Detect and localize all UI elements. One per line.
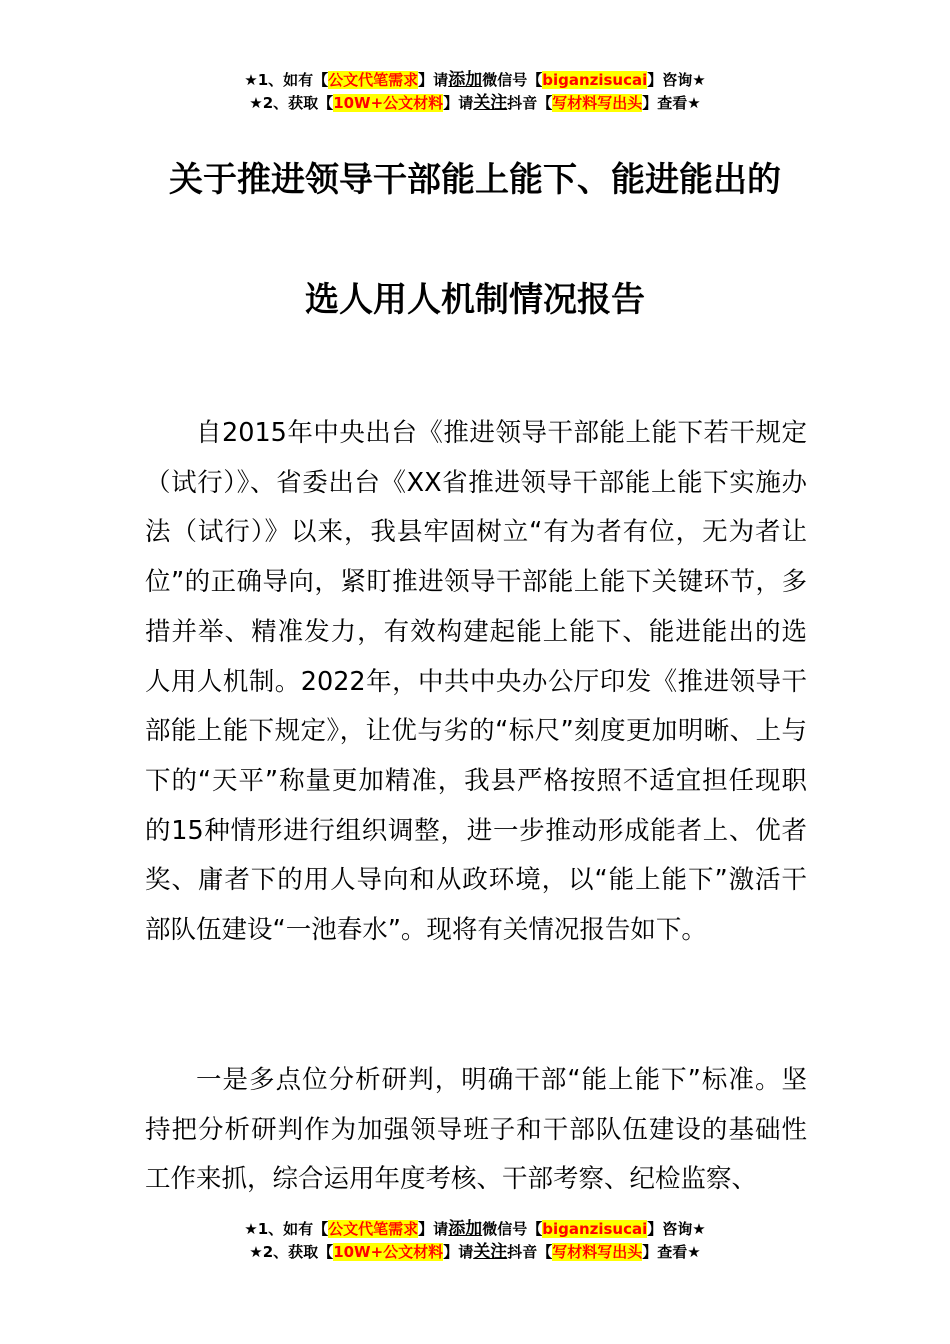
banner-highlight: 公文代笔需求 <box>328 71 419 89</box>
header-banner <box>0 69 950 115</box>
banner-text: ★1、如有【 <box>244 1220 329 1238</box>
banner-highlight: 10W+公文材料 <box>333 94 444 112</box>
body-paragraph-2: 一是多点位分析研判，明确干部“能上能下”标准。坚持把分析研判作为加强领导班子和干部队伍建设的基础性工作来抓，综合运用年度考核、干部考察、纪检监察、 <box>145 1065 807 1195</box>
banner-douyin-account: 写材料写出头 <box>552 1243 643 1261</box>
banner-text: 】请 <box>418 71 449 89</box>
banner-text: ★2、获取【 <box>249 94 334 112</box>
banner-text: 】查看★ <box>642 94 701 112</box>
banner-text: 】请 <box>443 1243 474 1261</box>
banner-text: 】咨询★ <box>647 1220 706 1238</box>
footer-banner <box>0 1218 950 1264</box>
banner-text: 微信号【 <box>482 1220 543 1238</box>
banner-underlined: 关注 <box>473 1242 508 1262</box>
banner-line-1 <box>0 69 950 92</box>
banner-text: ★1、如有【 <box>244 71 329 89</box>
document-title-line-2: 选人用人机制情况报告 <box>305 280 645 320</box>
banner-highlight: 10W+公文材料 <box>333 1243 444 1261</box>
banner-wechat-id: biganzisucai <box>542 1220 648 1238</box>
banner-text: 】请 <box>418 1220 449 1238</box>
banner-line-1 <box>0 1218 950 1241</box>
banner-douyin-account: 写材料写出头 <box>552 94 643 112</box>
banner-line-2 <box>0 92 950 115</box>
banner-text: ★2、获取【 <box>249 1243 334 1261</box>
banner-wechat-id: biganzisucai <box>542 71 648 89</box>
document-title-line-1: 关于推进领导干部能上能下、能进能出的 <box>169 160 781 200</box>
banner-underlined: 添加 <box>448 70 483 90</box>
banner-text: 抖音【 <box>507 1243 553 1261</box>
banner-line-2 <box>0 1241 950 1264</box>
banner-underlined: 添加 <box>448 1219 483 1239</box>
body-paragraph-1: 自2015年中央出台《推进领导干部能上能下若干规定（试行）》、省委出台《XX省推进领导干部能上能下实施办法（试行）》以来，我县牢固树立“有为者有位，无为者让位”的正确导向，紧盯推进领导干部能上能下关键环节，多措并举、精准发力，有效构建起能上能下、能进能出的选人用人机制。2022年，中共中央办公厅印发《推进领导干部能上能下规定》，让优与劣的“标尺”刻度更加明晰、上与下的“天平”称量更加精准，我县严格按照不适宜担任现职的15种情形进行组织调整，进一步推动形成能者上、优者奖、庸者下的用人导向和从政环境，以“能上能下”激活干部队伍建设“一池春水”。现将有关情况报告如下。 <box>145 418 807 946</box>
banner-underlined: 关注 <box>473 93 508 113</box>
banner-text: 抖音【 <box>507 94 553 112</box>
banner-text: 】咨询★ <box>647 71 706 89</box>
banner-highlight: 公文代笔需求 <box>328 1220 419 1238</box>
banner-text: 】查看★ <box>642 1243 701 1261</box>
banner-text: 微信号【 <box>482 71 543 89</box>
banner-text: 】请 <box>443 94 474 112</box>
